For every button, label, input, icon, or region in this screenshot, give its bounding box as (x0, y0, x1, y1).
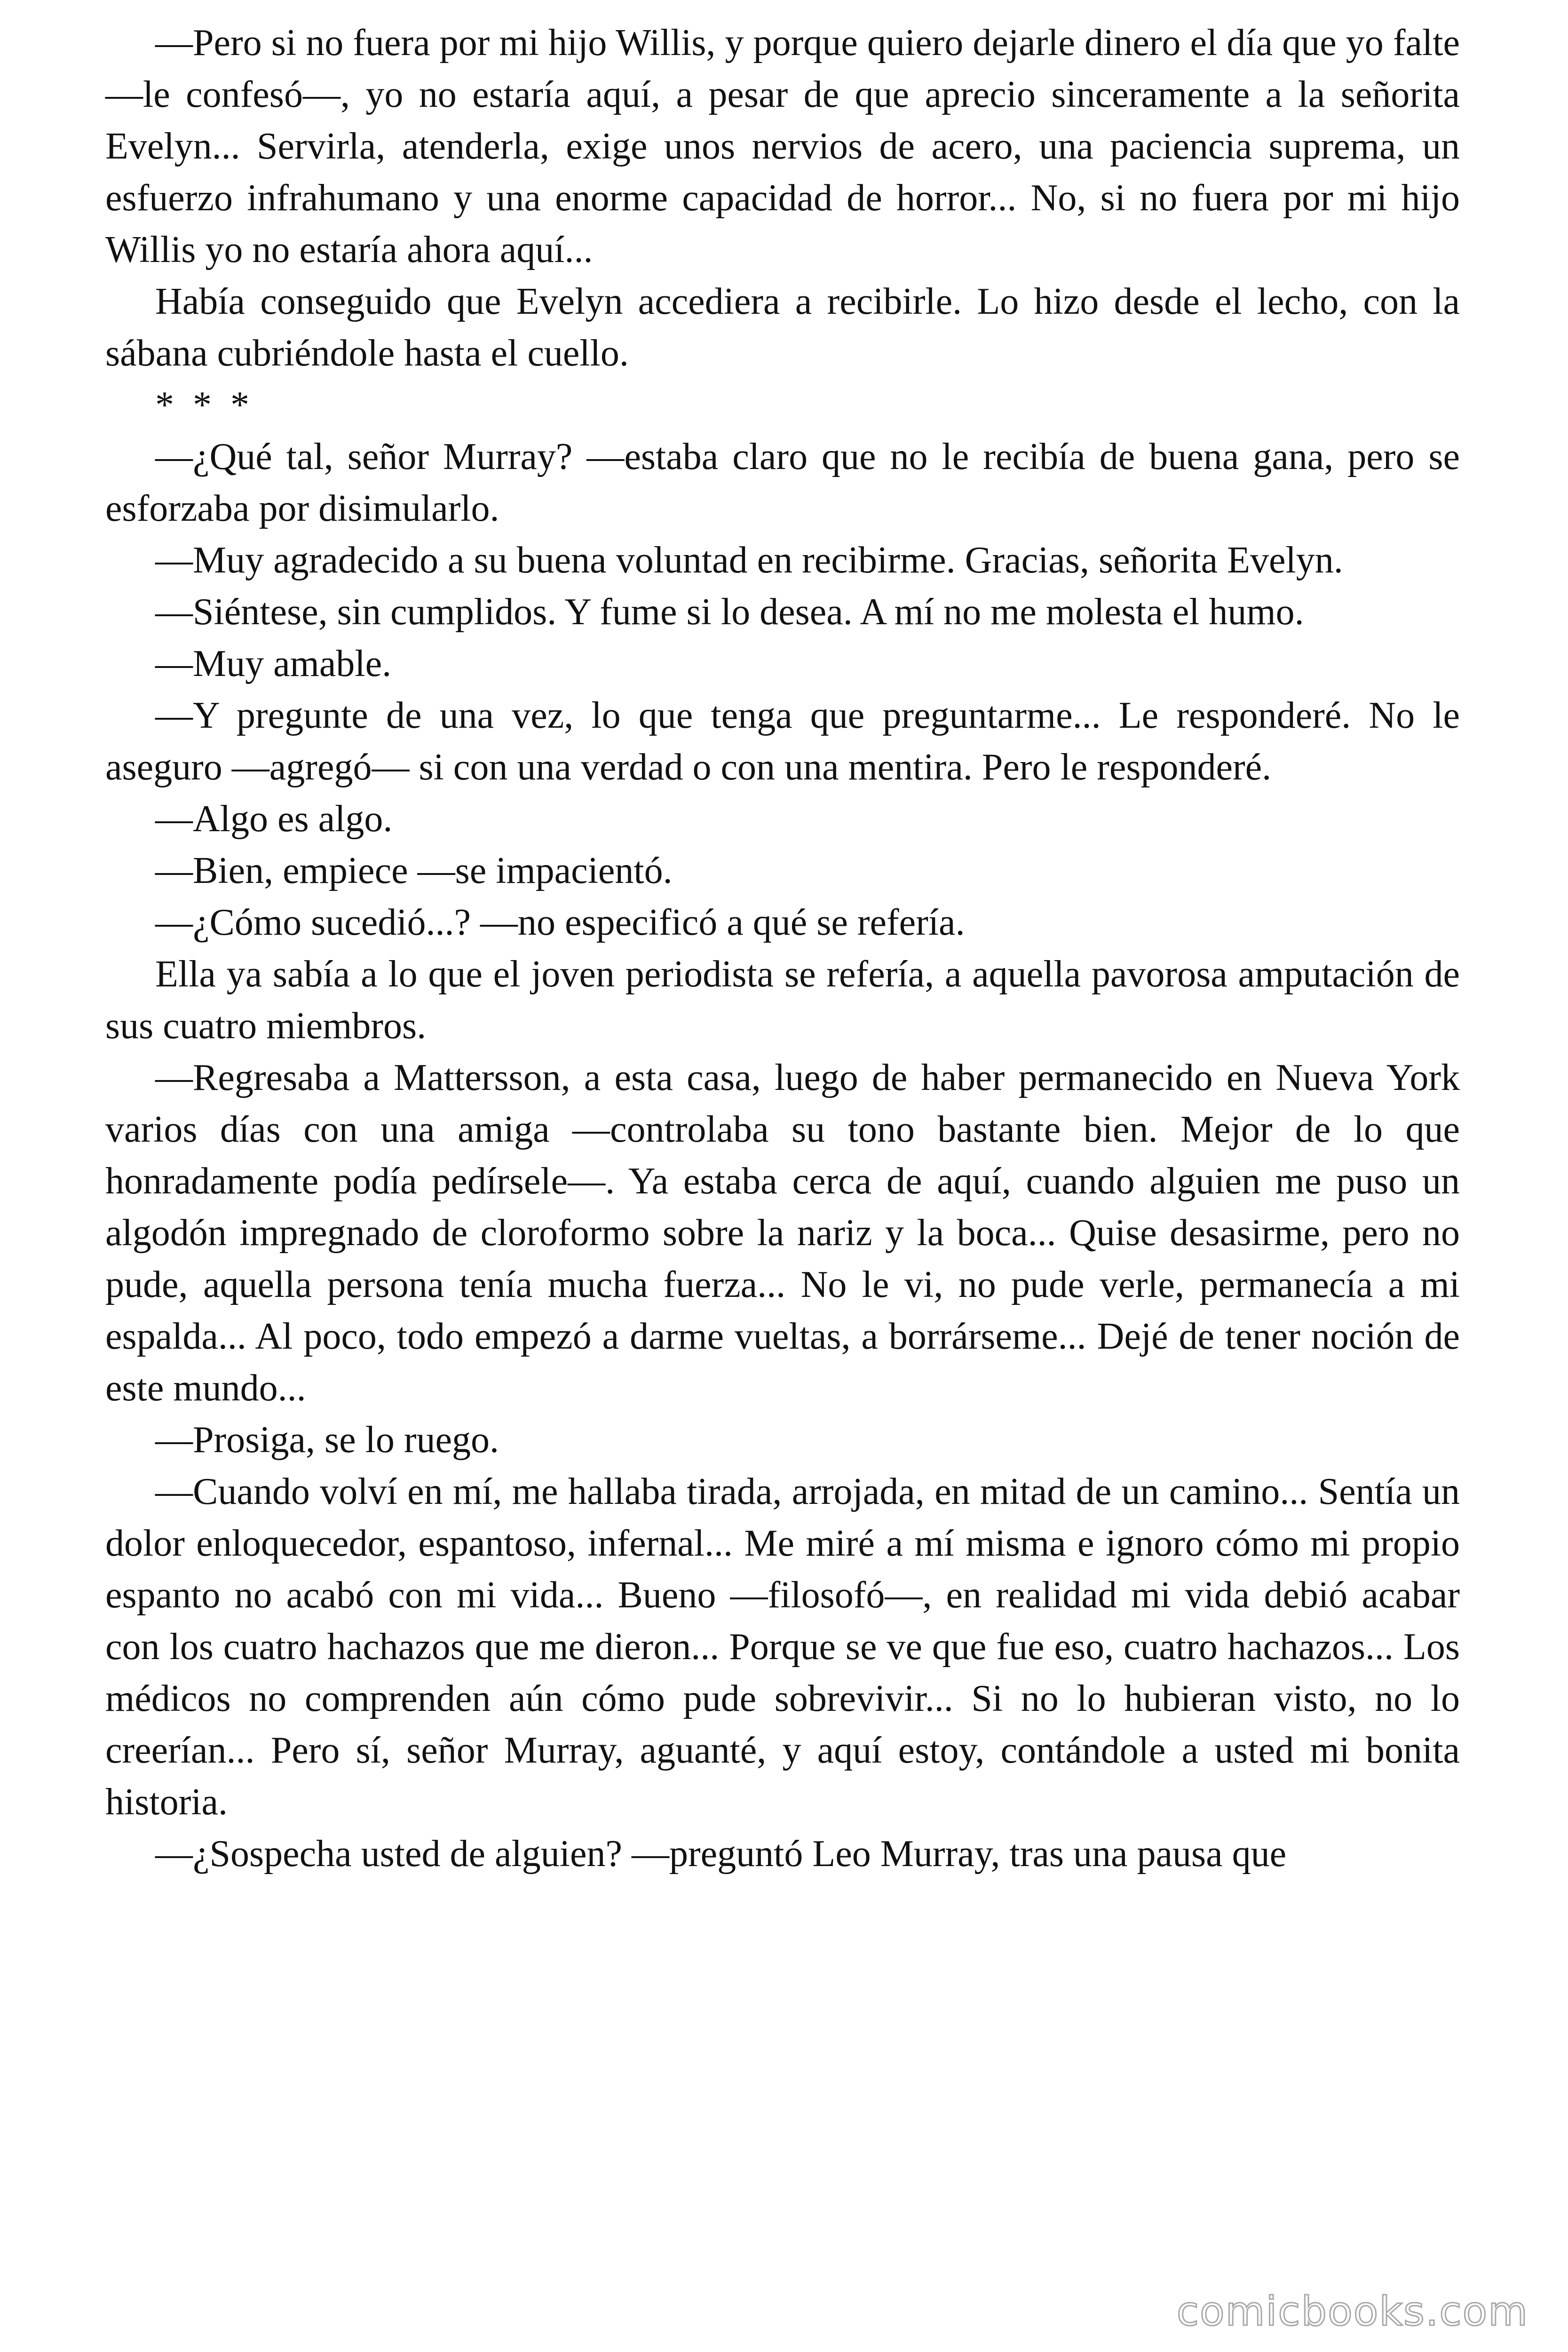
paragraph: —Algo es algo. (155, 798, 393, 840)
paragraph: —Muy agradecido a su buena voluntad en recibirme. Gracias, señorita Evelyn. (155, 540, 1343, 581)
paragraph: —Regresaba a Mattersson, a esta casa, luego de haber permanecido en Nueva York varios días con una amiga —controlaba su tono bastante bien. Mejor de lo que honradamente podía pedírsele—. Ya estaba cerca de aquí, cuando alguien me puso un algodón impregnado de cloroformo sobre la nariz y la boca... Quise desasirme, pero no pude, aquella persona tenía mucha fuerza... No le vi, no pude verle, permanecía a mi espalda... Al poco, todo empezó a darme vueltas, a borrárseme... Dejé de tener noción de este mundo... (105, 1057, 1460, 1409)
paragraph: Había conseguido que Evelyn accediera a recibirle. Lo hizo desde el lecho, con la sábana cubriéndole hasta el cuello. (105, 281, 1460, 374)
paragraph: —¿Qué tal, señor Murray? —estaba claro que no le recibía de buena gana, pero se esforzaba por disimularlo. (105, 436, 1460, 529)
paragraph: —Prosiga, se lo ruego. (155, 1419, 499, 1461)
paragraph: —Cuando volví en mí, me hallaba tirada, arrojada, en mitad de un camino... Sentía un dolor enloquecedor, espantoso, infernal... Me miré a mí misma e ignoro cómo mi propio espanto no acabó con mi vida... Bueno —filosofó—, en realidad mi vida debió acabar con los cuatro hachazos que me dieron... Porque se ve que fue eso, cuatro hachazos... Los médicos no comprenden aún cómo pude sobrevivir... Si no lo hubieran visto, no lo creerían... Pero sí, señor Murray, aguanté, y aquí estoy, contándole a usted mi bonita historia. (105, 1471, 1460, 1823)
paragraph: —Pero si no fuera por mi hijo Willis, y porque quiero dejarle dinero el día que yo falte —le confesó—, yo no estaría aquí, a pesar de que aprecio sinceramente a la señorita Evelyn... Servirla, atenderla, exige unos nervios de acero, una paciencia suprema, un esfuerzo infrahumano y una enorme capacidad de horror... No, si no fuera por mi hijo Willis yo no estaría ahora aquí... (105, 22, 1460, 270)
book-page (105, 17, 1460, 1880)
paragraph: —¿Cómo sucedió...? —no especificó a qué se refería. (155, 902, 965, 943)
paragraph: —Muy amable. (155, 643, 392, 684)
paragraph: —Y pregunte de una vez, lo que tenga que preguntarme... Le responderé. No le aseguro —agregó— si con una verdad o con una mentira. Pero le responderé. (105, 695, 1460, 788)
paragraph: —¿Sospecha usted de alguien? —preguntó Leo Murray, tras una pausa que (155, 1833, 1287, 1875)
paragraph: —Bien, empiece —se impacientó. (155, 850, 673, 891)
section-separator: * * * (155, 384, 254, 426)
watermark: comicbooks.com (1176, 2288, 1528, 2335)
paragraph: —Siéntese, sin cumplidos. Y fume si lo desea. A mí no me molesta el humo. (155, 591, 1304, 633)
paragraph: Ella ya sabía a lo que el joven periodista se refería, a aquella pavorosa amputación de sus cuatro miembros. (105, 954, 1460, 1047)
